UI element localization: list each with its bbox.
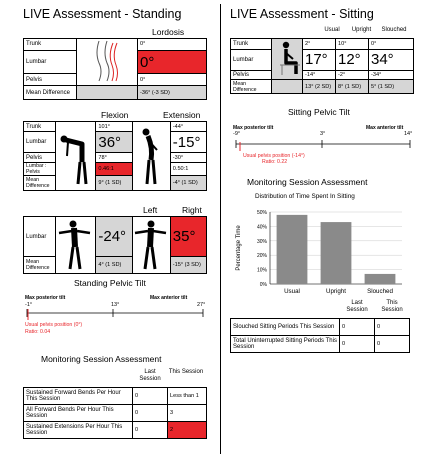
sitting-table [230, 38, 414, 94]
upright-pelvis-value: -2° [336, 70, 369, 79]
chart-xtick: Upright [326, 288, 346, 295]
flexion-lumbar-value: 36° [96, 132, 132, 153]
standing-tilt-max: 27° [197, 302, 206, 308]
standing-max-posterior: Max posterior tilt [25, 295, 66, 301]
side-bend-right-figure-icon [133, 217, 169, 271]
extension-pelvis-value: -30° [170, 153, 206, 162]
chart-ytick: 40% [256, 224, 267, 231]
standing-tilt-title: Standing Pelvic Tilt [74, 278, 146, 288]
row-label-lumbar: Lumbar [24, 50, 77, 74]
sitting-max-anterior: Max anterior tilt [366, 125, 404, 131]
side-bend-left-figure-icon [56, 217, 94, 271]
right-lumbar-value: 35° [170, 217, 206, 257]
standing-usual-position: Usual pelvis position (0°) [25, 322, 83, 328]
lordosis-lumbar-value: 0° [138, 50, 207, 74]
monitor-this-value: 2 [168, 422, 207, 439]
monitor-this-value: 0 [375, 336, 410, 353]
flexion-heading: Flexion [101, 110, 129, 120]
right-bend-figure [132, 217, 170, 274]
chart-bar-upright [321, 222, 352, 284]
chart-ytick: 20% [256, 253, 267, 260]
monitor-last-value: 0 [133, 422, 168, 439]
flexion-figure [56, 122, 96, 191]
standing-col-this: This Session [168, 369, 204, 375]
lordosis-mean-value: -36° (-3 SD) [138, 86, 207, 100]
extension-lumbar-value: -15° [170, 132, 206, 153]
row-label-trunk: Trunk [231, 39, 272, 50]
slouched-mean-value: 5° (1 SD) [369, 80, 414, 94]
standing-col-last: Last Session [139, 369, 161, 382]
row-label-trunk: Trunk [24, 122, 56, 132]
row-label-lumbar: Lumbar [24, 217, 56, 257]
usual-lumbar-value: 17° [303, 49, 336, 70]
sitting-col-usual: Usual [324, 27, 340, 33]
left-lumbar-value: -24° [96, 217, 132, 257]
row-label-pelvis: Pelvis [231, 70, 272, 79]
extension-ratio-value: 0.50:1 [170, 162, 206, 176]
lordosis-figure [77, 39, 138, 86]
forward-bend-figure-icon [56, 122, 94, 188]
monitor-row-label: All Forward Bends Per Hour This Session [24, 405, 133, 422]
monitor-this-value: Less than 1 [168, 388, 207, 405]
chart-title: Distribution of Time Spent In Sitting [255, 193, 355, 200]
monitor-last-value: 0 [340, 336, 375, 353]
standing-tilt-ratio: Ratio: 0.04 [25, 329, 51, 335]
right-bend-heading: Right [182, 205, 202, 215]
monitor-this-value: 0 [375, 319, 410, 336]
flexion-table [23, 121, 207, 191]
chart-ylabel: Percentage Time [236, 225, 242, 271]
chart-bars [277, 215, 396, 295]
slouched-lumbar-value: 34° [369, 49, 414, 70]
chart-bar-slouched [365, 274, 396, 284]
standing-tilt-min: -1° [25, 302, 33, 308]
upright-lumbar-value: 12° [336, 49, 369, 70]
standing-monitoring-title: Monitoring Session Assessment [41, 354, 162, 364]
chart-ytick: 50% [256, 210, 267, 216]
sitting-usual-position: Usual pelvis position (-14°) [243, 153, 305, 159]
usual-trunk-value: 2° [303, 39, 336, 50]
row-label-mean: Mean Difference [231, 80, 272, 94]
flexion-ratio-value: 0.46:1 [96, 162, 132, 176]
standing-title: LIVE Assessment - Standing [23, 7, 182, 21]
sitting-tilt-ratio: Ratio: 0.22 [262, 159, 288, 165]
lateral-table [23, 216, 207, 274]
row-label-pelvis: Pelvis [24, 74, 77, 86]
left-bend-figure [56, 217, 96, 274]
extension-heading: Extension [163, 110, 201, 120]
chart-bar-usual [277, 215, 308, 284]
standing-tilt-mid: 13° [111, 302, 120, 308]
monitor-last-value: 0 [133, 388, 168, 405]
sitting-tilt-scale [232, 139, 416, 153]
lordosis-legs-icon [77, 39, 137, 83]
sitting-tilt-mid: 3° [320, 131, 326, 137]
sitting-tilt-title: Sitting Pelvic Tilt [288, 107, 350, 117]
standing-max-anterior: Max anterior tilt [150, 295, 188, 301]
sitting-figure [272, 39, 303, 80]
row-label-lumbar: Lumbar [24, 132, 56, 153]
row-label-mean: Mean Difference [24, 176, 56, 191]
monitor-this-value: 3 [168, 405, 207, 422]
usual-mean-value: 13° (2 SD) [303, 80, 336, 94]
column-divider [220, 4, 221, 454]
back-extension-figure-icon [133, 122, 169, 188]
lordosis-table [23, 38, 207, 100]
upright-trunk-value: 10° [336, 39, 369, 50]
chart-ytick: 0% [259, 282, 267, 288]
sitting-col-slouched: Slouched [381, 27, 407, 33]
sitting-tilt-max: 14° [404, 131, 413, 137]
lordosis-heading: Lordosis [152, 27, 185, 37]
sitting-max-posterior: Max posterior tilt [233, 125, 274, 131]
extension-mean-value: -4° (1 SD) [170, 176, 206, 191]
usual-pelvis-value: -14° [303, 70, 336, 79]
flexion-mean-value: 9° (1 SD) [96, 176, 132, 191]
monitor-row-label: Total Uninterrupted Sitting Periods This Session [231, 336, 340, 353]
sitting-tilt-min: -9° [233, 131, 241, 137]
lordosis-trunk-value: 0° [138, 39, 207, 51]
row-label-mean: Mean Difference [24, 257, 56, 274]
extension-figure [132, 122, 170, 191]
chart-ytick: 30% [256, 238, 267, 245]
sitting-col-last: Last Session [346, 300, 368, 313]
flexion-trunk-value: 101° [96, 122, 132, 132]
sitting-monitoring-table [230, 318, 410, 353]
slouched-pelvis-value: -34° [369, 70, 414, 79]
sitting-col-upright: Upright [351, 27, 372, 33]
row-label-pelvis: Pelvis [24, 153, 56, 162]
extension-trunk-value: -44° [170, 122, 206, 132]
monitor-last-value: 0 [340, 319, 375, 336]
chart-xtick: Usual [284, 288, 300, 295]
row-label-lumbar: Lumbar [231, 49, 272, 70]
row-label-mean: Mean Difference [24, 86, 77, 100]
standing-tilt-scale [25, 308, 211, 322]
sitting-col-this: This Session [381, 300, 403, 313]
left-bend-heading: Left [143, 205, 158, 215]
lordosis-pelvis-value: 0° [138, 74, 207, 86]
right-mean-value: -15° (3 SD) [170, 257, 206, 274]
flexion-pelvis-value: 78° [96, 153, 132, 162]
upright-mean-value: 8° (1 SD) [336, 80, 369, 94]
monitor-row-label: Slouched Sitting Periods This Session [231, 319, 340, 336]
sitting-title: LIVE Assessment - Sitting [230, 7, 374, 21]
monitor-last-value: 0 [133, 405, 168, 422]
seated-figure-icon [272, 39, 302, 77]
chart-xtick: Slouched [367, 288, 393, 295]
standing-monitoring-table [23, 387, 207, 439]
monitor-row-label: Sustained Forward Bends Per Hour This Session [24, 388, 133, 405]
left-mean-value: 4° (1 SD) [96, 257, 132, 274]
sitting-monitoring-title: Monitoring Session Assessment [247, 177, 368, 187]
time-distribution-chart [232, 204, 412, 296]
slouched-trunk-value: 0° [369, 39, 414, 50]
row-label-trunk: Trunk [24, 39, 77, 51]
chart-ytick: 10% [256, 267, 267, 274]
monitor-row-label: Sustained Extensions Per Hour This Session [24, 422, 133, 439]
row-label-lumbar-pelvis: Lumbar : Pelvis [24, 162, 56, 176]
